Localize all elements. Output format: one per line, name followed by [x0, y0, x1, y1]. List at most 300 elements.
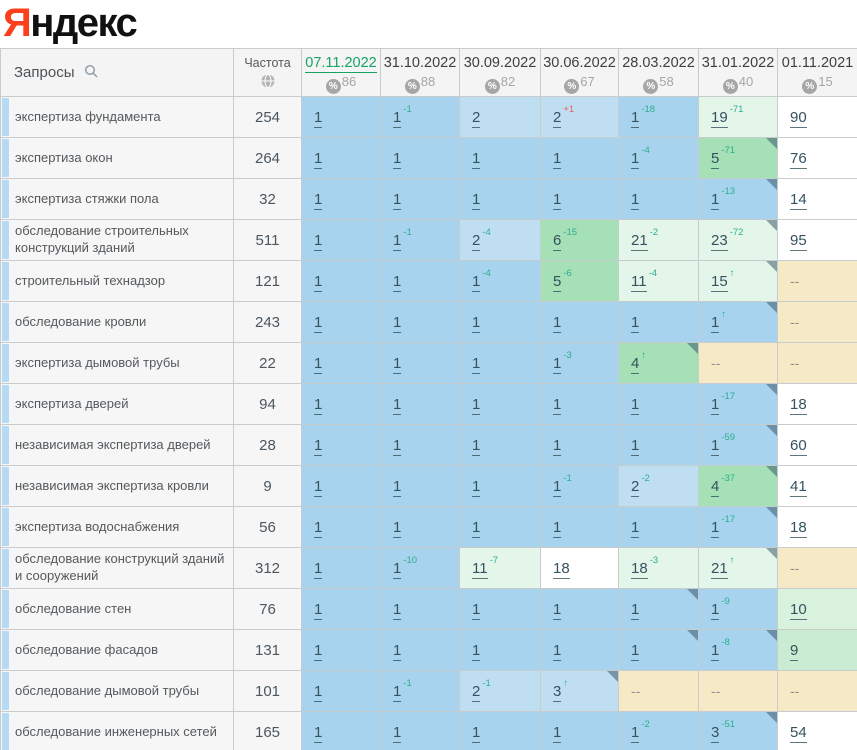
position-link[interactable]: 1 — [314, 682, 323, 700]
position-cell — [381, 548, 460, 589]
position-link[interactable]: 1 — [711, 641, 720, 659]
query-text: экспертиза стяжки пола — [15, 190, 159, 206]
position-delta: -6 — [563, 267, 572, 279]
note-marker-icon — [766, 384, 777, 395]
position-delta: -2 — [641, 472, 650, 484]
query-text: обследование стен — [15, 600, 132, 616]
table-row — [1, 179, 857, 220]
date-link[interactable]: 28.03.2022 — [622, 55, 695, 71]
frequency-cell: 28 — [234, 425, 302, 466]
position-link[interactable]: 6 — [553, 231, 562, 249]
position-cell — [619, 220, 699, 261]
note-marker-icon — [766, 261, 777, 272]
query-cell[interactable] — [1, 425, 234, 466]
percent-icon: % — [326, 79, 341, 94]
position-cell — [302, 302, 381, 343]
position-link[interactable]: 1 — [393, 477, 402, 495]
position-link[interactable]: 5 — [553, 272, 562, 290]
position-link[interactable]: 1 — [631, 641, 640, 659]
position-cell — [302, 507, 381, 548]
position-cell — [619, 425, 699, 466]
position-link[interactable]: 4 — [711, 477, 720, 495]
position-link[interactable]: 18 — [631, 559, 648, 577]
frequency-cell: 94 — [234, 384, 302, 425]
position-cell — [778, 507, 857, 548]
position-link[interactable]: 1 — [472, 518, 481, 536]
table-row — [1, 507, 857, 548]
note-marker-icon — [766, 302, 777, 313]
position-link[interactable]: 1 — [393, 518, 402, 536]
query-text: обследование инженерных сетей — [15, 723, 217, 739]
query-cell[interactable] — [1, 384, 234, 425]
position-link[interactable]: 10 — [790, 600, 807, 618]
row-marker-strip — [2, 303, 9, 341]
coverage-value: 15 — [818, 74, 833, 89]
coverage-badge — [381, 74, 459, 94]
position-link[interactable]: 1 — [472, 723, 481, 741]
position-link[interactable]: 1 — [472, 190, 481, 208]
query-text: экспертиза дымовой трубы — [15, 354, 180, 370]
position-cell — [381, 179, 460, 220]
position-link[interactable]: 1 — [393, 436, 402, 454]
position-cell — [381, 138, 460, 179]
table-row — [1, 630, 857, 671]
column-header-07.11.2022[interactable] — [302, 49, 381, 97]
position-cell — [460, 138, 541, 179]
position-link[interactable]: 1 — [553, 600, 562, 618]
position-delta: -9 — [721, 595, 730, 607]
position-link[interactable]: 11 — [631, 272, 647, 290]
position-link[interactable]: 1 — [631, 436, 640, 454]
position-cell — [302, 548, 381, 589]
note-marker-icon — [687, 630, 698, 641]
position-link[interactable]: 1 — [631, 108, 640, 126]
position-link[interactable]: 54 — [790, 723, 807, 741]
coverage-badge — [460, 74, 540, 94]
frequency-cell: 243 — [234, 302, 302, 343]
position-link[interactable]: 1 — [553, 354, 562, 372]
position-delta: -4 — [648, 267, 658, 279]
position-cell — [699, 384, 778, 425]
query-cell[interactable] — [1, 630, 234, 671]
position-cell — [460, 343, 541, 384]
queries-header[interactable] — [1, 49, 234, 97]
position-link[interactable]: 1 — [711, 600, 720, 618]
position-cell — [699, 466, 778, 507]
position-link[interactable]: 1 — [631, 395, 640, 413]
position-cell — [699, 97, 778, 138]
table-header-row — [1, 49, 857, 97]
position-link[interactable]: 15 — [711, 272, 728, 290]
position-link[interactable]: 1 — [711, 190, 720, 208]
position-cell — [541, 425, 619, 466]
position-cell — [699, 671, 778, 712]
position-link[interactable]: 1 — [393, 600, 402, 618]
query-text: обследование кровли — [15, 313, 147, 329]
percent-icon: % — [723, 79, 738, 94]
position-link[interactable]: 21 — [631, 231, 648, 249]
position-link[interactable]: 1 — [314, 313, 323, 331]
position-link[interactable]: 1 — [314, 723, 323, 741]
frequency-cell: 22 — [234, 343, 302, 384]
query-cell[interactable] — [1, 179, 234, 220]
position-link[interactable]: 95 — [790, 231, 807, 249]
position-delta: -15 — [563, 226, 578, 238]
position-cell — [619, 302, 699, 343]
no-position-text: -- — [790, 559, 800, 576]
position-cell — [381, 630, 460, 671]
table-row — [1, 425, 857, 466]
position-link[interactable]: 60 — [790, 436, 807, 454]
position-cell — [619, 97, 699, 138]
position-delta: -18 — [641, 103, 656, 115]
table-row — [1, 138, 857, 179]
query-cell[interactable] — [1, 548, 234, 589]
position-cell — [460, 507, 541, 548]
position-link[interactable]: 1 — [314, 149, 323, 167]
position-link[interactable]: 11 — [472, 559, 488, 577]
table-row — [1, 343, 857, 384]
query-text: независимая экспертиза дверей — [15, 436, 211, 452]
position-link[interactable]: 1 — [631, 149, 640, 167]
position-cell — [460, 302, 541, 343]
column-header-01.11.2021[interactable] — [778, 49, 857, 97]
position-delta: -51 — [721, 718, 736, 730]
date-link[interactable]: 30.09.2022 — [463, 55, 537, 71]
positions-table — [0, 48, 857, 750]
query-text: экспертиза водоснабжения — [15, 518, 180, 534]
frequency-cell: 312 — [234, 548, 302, 589]
query-cell[interactable] — [1, 261, 234, 302]
position-cell — [460, 630, 541, 671]
position-cell — [778, 220, 857, 261]
position-link[interactable]: 1 — [472, 272, 481, 290]
position-link[interactable]: 1 — [711, 395, 720, 413]
position-delta: -1 — [563, 472, 572, 484]
frequency-cell: 511 — [234, 220, 302, 261]
query-cell[interactable] — [1, 466, 234, 507]
position-cell — [541, 507, 619, 548]
position-link[interactable]: 14 — [790, 190, 807, 208]
position-cell — [302, 220, 381, 261]
position-link[interactable]: 41 — [790, 477, 807, 495]
position-link[interactable]: 1 — [314, 354, 323, 372]
position-link[interactable]: 1 — [314, 559, 323, 577]
position-link[interactable]: 2 — [553, 108, 562, 126]
position-cell — [541, 343, 619, 384]
date-link[interactable]: 01.11.2021 — [781, 55, 854, 71]
position-cell — [619, 671, 699, 712]
position-delta: -3 — [649, 554, 659, 566]
query-cell[interactable] — [1, 97, 234, 138]
row-marker-strip — [2, 426, 9, 464]
position-link[interactable]: 1 — [314, 600, 323, 618]
column-header-31.01.2022[interactable] — [699, 49, 778, 97]
position-cell — [778, 97, 857, 138]
column-header-28.03.2022[interactable] — [619, 49, 699, 97]
position-cell — [302, 466, 381, 507]
query-cell[interactable] — [1, 302, 234, 343]
position-link[interactable]: 2 — [472, 682, 481, 700]
position-link[interactable]: 1 — [393, 723, 402, 741]
query-cell[interactable] — [1, 589, 234, 630]
position-link[interactable]: 1 — [553, 190, 562, 208]
position-cell — [619, 179, 699, 220]
coverage-value: 58 — [659, 74, 674, 89]
position-link[interactable]: 1 — [472, 313, 481, 331]
position-link[interactable]: 3 — [553, 682, 562, 700]
position-cell — [619, 589, 699, 630]
position-link[interactable]: 19 — [711, 108, 728, 126]
date-link[interactable]: 30.06.2022 — [543, 55, 616, 71]
position-delta: -59 — [721, 431, 736, 443]
position-link[interactable]: 23 — [711, 231, 728, 249]
position-cell — [381, 220, 460, 261]
position-link[interactable]: 1 — [631, 190, 640, 208]
position-cell — [541, 220, 619, 261]
position-link[interactable]: 1 — [631, 518, 640, 536]
position-link[interactable]: 1 — [314, 641, 323, 659]
position-cell — [699, 261, 778, 302]
frequency-header[interactable] — [234, 49, 302, 97]
frequency-cell: 56 — [234, 507, 302, 548]
table-row — [1, 548, 857, 589]
row-marker-strip — [2, 672, 9, 710]
position-cell — [302, 343, 381, 384]
position-link[interactable]: 1 — [553, 518, 562, 536]
position-link[interactable]: 1 — [472, 600, 481, 618]
table-row — [1, 589, 857, 630]
query-cell[interactable] — [1, 712, 234, 750]
position-link[interactable]: 1 — [393, 641, 402, 659]
position-cell — [302, 630, 381, 671]
position-link[interactable]: 3 — [711, 723, 720, 741]
position-cell — [541, 384, 619, 425]
position-cell — [619, 548, 699, 589]
row-marker-strip — [2, 221, 9, 259]
position-cell — [460, 97, 541, 138]
position-link[interactable]: 1 — [631, 600, 640, 618]
position-delta: -37 — [721, 472, 736, 484]
row-marker-strip — [2, 631, 9, 669]
position-link[interactable]: 1 — [393, 559, 402, 577]
position-cell — [619, 630, 699, 671]
position-cell — [778, 630, 857, 671]
query-text: экспертиза дверей — [15, 395, 129, 411]
no-position-text: -- — [631, 682, 641, 699]
percent-icon: % — [405, 79, 420, 94]
position-cell — [778, 425, 857, 466]
position-link[interactable]: 1 — [553, 477, 562, 495]
position-link[interactable]: 1 — [314, 108, 323, 126]
table-row — [1, 712, 857, 750]
logo-rest: ндекс — [30, 1, 137, 45]
note-marker-icon — [766, 466, 777, 477]
position-link[interactable]: 1 — [472, 477, 481, 495]
position-cell — [460, 712, 541, 750]
date-link[interactable]: 31.10.2022 — [383, 55, 457, 71]
position-delta: -10 — [403, 554, 418, 566]
note-marker-icon — [607, 671, 618, 682]
position-cell — [381, 343, 460, 384]
position-link[interactable]: 1 — [314, 518, 323, 536]
row-marker-strip — [2, 262, 9, 300]
no-position-text: -- — [711, 682, 721, 699]
position-link[interactable]: 1 — [553, 149, 562, 167]
note-marker-icon — [766, 179, 777, 190]
percent-icon: % — [802, 79, 817, 94]
position-link[interactable]: 1 — [711, 518, 720, 536]
table-row — [1, 261, 857, 302]
position-cell — [541, 138, 619, 179]
position-cell — [699, 630, 778, 671]
query-text: независимая экспертиза кровли — [15, 477, 209, 493]
position-link[interactable]: 4 — [631, 354, 640, 372]
position-link[interactable]: 1 — [393, 149, 402, 167]
note-marker-icon — [766, 138, 777, 149]
query-cell[interactable] — [1, 343, 234, 384]
position-link[interactable]: 1 — [631, 313, 640, 331]
percent-icon: % — [564, 79, 579, 94]
position-cell — [778, 302, 857, 343]
position-link[interactable]: 1 — [553, 641, 562, 659]
position-delta: -1 — [403, 677, 412, 689]
date-link[interactable]: 07.11.2022 — [305, 55, 377, 71]
position-cell — [778, 712, 857, 750]
position-cell — [619, 507, 699, 548]
no-position-text: -- — [790, 682, 800, 699]
position-link[interactable]: 18 — [790, 518, 807, 536]
position-link[interactable]: 1 — [393, 354, 402, 372]
position-link[interactable]: 76 — [790, 149, 807, 167]
position-link[interactable]: 1 — [393, 108, 402, 126]
position-link[interactable]: 1 — [553, 395, 562, 413]
position-link[interactable]: 1 — [711, 436, 720, 454]
position-link[interactable]: 2 — [472, 231, 481, 249]
frequency-label: Частота — [244, 56, 291, 70]
position-link[interactable]: 1 — [472, 641, 481, 659]
position-cell — [460, 261, 541, 302]
row-marker-strip — [2, 590, 9, 628]
position-link[interactable]: 5 — [711, 149, 720, 167]
position-cell — [619, 384, 699, 425]
position-cell — [381, 384, 460, 425]
column-header-31.10.2022[interactable] — [381, 49, 460, 97]
position-cell — [541, 589, 619, 630]
position-link[interactable]: 1 — [472, 149, 481, 167]
position-link[interactable]: 90 — [790, 108, 807, 126]
position-link[interactable]: 1 — [393, 313, 402, 331]
position-delta: ↑ — [721, 308, 727, 320]
coverage-badge — [302, 74, 380, 94]
position-delta: -71 — [721, 144, 736, 156]
position-cell — [541, 97, 619, 138]
position-delta: -2 — [641, 718, 650, 730]
position-link[interactable]: 1 — [393, 190, 402, 208]
position-link[interactable]: 1 — [472, 354, 481, 372]
position-cell — [541, 179, 619, 220]
position-link[interactable]: 1 — [472, 395, 481, 413]
logo-letter-ya: Я — [3, 1, 31, 45]
position-link[interactable]: 1 — [314, 272, 323, 290]
position-cell — [699, 179, 778, 220]
position-cell — [460, 548, 541, 589]
position-link[interactable]: 1 — [393, 682, 402, 700]
row-marker-strip — [2, 508, 9, 546]
query-text: обследование фасадов — [15, 641, 159, 657]
table-row — [1, 466, 857, 507]
table-row — [1, 302, 857, 343]
query-text: строительный технадзор — [15, 272, 166, 288]
position-link[interactable]: 1 — [314, 190, 323, 208]
query-cell[interactable] — [1, 220, 234, 261]
position-link[interactable]: 1 — [314, 231, 323, 249]
search-icon[interactable] — [84, 64, 99, 79]
position-cell — [460, 671, 541, 712]
position-delta: -13 — [721, 185, 736, 197]
position-link[interactable]: 1 — [393, 231, 402, 249]
frequency-cell: 165 — [234, 712, 302, 750]
column-header-30.09.2022[interactable] — [460, 49, 541, 97]
query-cell[interactable] — [1, 507, 234, 548]
position-cell — [381, 712, 460, 750]
globe-icon — [260, 73, 276, 89]
position-link[interactable]: 9 — [790, 641, 799, 659]
position-link[interactable]: 1 — [553, 313, 562, 331]
frequency-cell: 131 — [234, 630, 302, 671]
position-delta: -4 — [482, 267, 491, 279]
position-link[interactable]: 1 — [314, 436, 323, 454]
position-cell — [381, 425, 460, 466]
column-header-30.06.2022[interactable] — [541, 49, 619, 97]
position-link[interactable]: 18 — [790, 395, 807, 413]
frequency-cell: 9 — [234, 466, 302, 507]
position-cell — [460, 466, 541, 507]
position-cell — [778, 466, 857, 507]
position-link[interactable]: 1 — [711, 313, 720, 331]
position-link[interactable]: 1 — [631, 723, 640, 741]
position-link[interactable]: 1 — [393, 272, 402, 290]
query-text: обследование конструкций зданий и сооружений — [15, 551, 225, 583]
query-cell[interactable] — [1, 138, 234, 179]
query-cell[interactable] — [1, 671, 234, 712]
query-text: обследование строительных конструкций зданий — [15, 223, 189, 255]
no-position-text: -- — [790, 354, 800, 371]
position-link[interactable]: 1 — [314, 477, 323, 495]
position-cell — [699, 343, 778, 384]
position-link[interactable]: 1 — [553, 436, 562, 454]
row-marker-strip — [2, 139, 9, 177]
percent-icon: % — [643, 79, 658, 94]
position-link[interactable]: 1 — [393, 395, 402, 413]
position-link[interactable]: 2 — [631, 477, 640, 495]
position-link[interactable]: 18 — [553, 559, 570, 577]
position-delta: -72 — [729, 226, 744, 238]
position-link[interactable]: 1 — [553, 723, 562, 741]
position-link[interactable]: 2 — [472, 108, 481, 126]
position-cell — [619, 466, 699, 507]
yandex-logo — [3, 0, 136, 48]
position-delta: +1 — [563, 103, 575, 115]
position-cell — [699, 548, 778, 589]
position-cell — [699, 425, 778, 466]
date-link[interactable]: 31.01.2022 — [701, 55, 775, 71]
position-link[interactable]: 21 — [711, 559, 728, 577]
frequency-cell: 254 — [234, 97, 302, 138]
position-link[interactable]: 1 — [314, 395, 323, 413]
position-cell — [778, 589, 857, 630]
position-link[interactable]: 1 — [472, 436, 481, 454]
